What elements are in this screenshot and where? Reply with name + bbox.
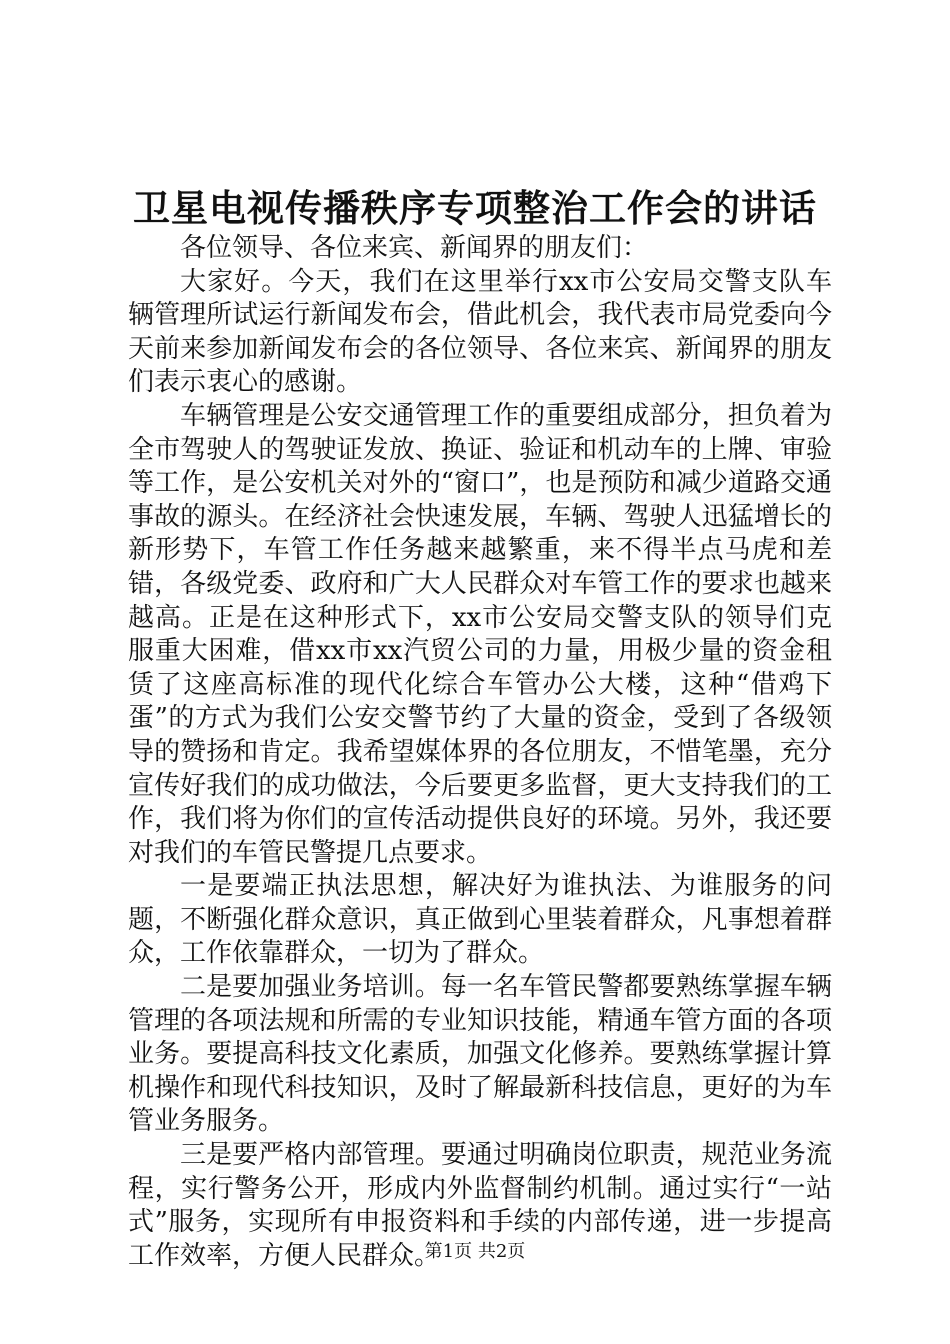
document-title: 卫星电视传播秩序专项整治工作会的讲话: [133, 186, 817, 230]
document-body: [128, 232, 832, 1273]
paragraph-vehicle-management: 车辆管理是公安交通管理工作的重要组成部分，担负着为全市驾驶人的驾驶证发放、换证、验证和机动车的上牌、审验等工作，是公安机关对外的“窗口”，也是预防和减少道路交通事故的源头。在经济社会快速发展，车辆、驾驶人迅猛增长的新形势下，车管工作任务越来越繁重，来不得半点马虎和差错，各级党委、政府和广大人民群众对车管工作的要求也越来越高。正是在这种形式下，xx市公安局交警支队的领导们克服重大困难，借xx市xx汽贸公司的力量，用极少量的资金租赁了这座高标准的现代化综合车管办公大楼，这种“借鸡下蛋”的方式为我们公安交警节约了大量的资金，受到了各级领导的赞扬和肯定。我希望媒体界的各位朋友，不惜笔墨，充分宣传好我们的成功做法，今后要更多监督，更大支持我们的工作，我们将为你们的宣传活动提供良好的环境。另外，我还要对我们的车管民警提几点要求。: [128, 400, 832, 868]
paragraph-requirement-3: 三是要严格内部管理。要通过明确岗位职责，规范业务流程，实行警务公开，形成内外监督制约机制。通过实行“一站式”服务，实现所有申报资料和手续的内部传递，进一步提高工作效率，方便人民群众。: [128, 1140, 832, 1271]
paragraph-requirement-1: 一是要端正执法思想，解决好为谁执法、为谁服务的问题，不断强化群众意识，真正做到心里装着群众，凡事想着群众，工作依靠群众，一切为了群众。: [128, 871, 832, 969]
paragraph-requirement-2: 二是要加强业务培训。每一名车管民警都要熟练掌握车辆管理的各项法规和所需的专业知识技能，精通车管方面的各项业务。要提高科技文化素质，加强文化修养。要熟练掌握计算机操作和现代科技知识，及时了解最新科技信息，更好的为车管业务服务。: [128, 972, 832, 1137]
paragraph-greeting: 各位领导、各位来宾、新闻界的朋友们：: [180, 233, 649, 263]
page-footer: 第1页 共2页: [424, 1241, 526, 1262]
paragraph-opening: 大家好。今天，我们在这里举行xx市公安局交警支队车辆管理所试运行新闻发布会，借此机会，我代表市局党委向今天前来参加新闻发布会的各位领导、各位来宾、新闻界的朋友们表示衷心的感谢。: [128, 266, 832, 398]
